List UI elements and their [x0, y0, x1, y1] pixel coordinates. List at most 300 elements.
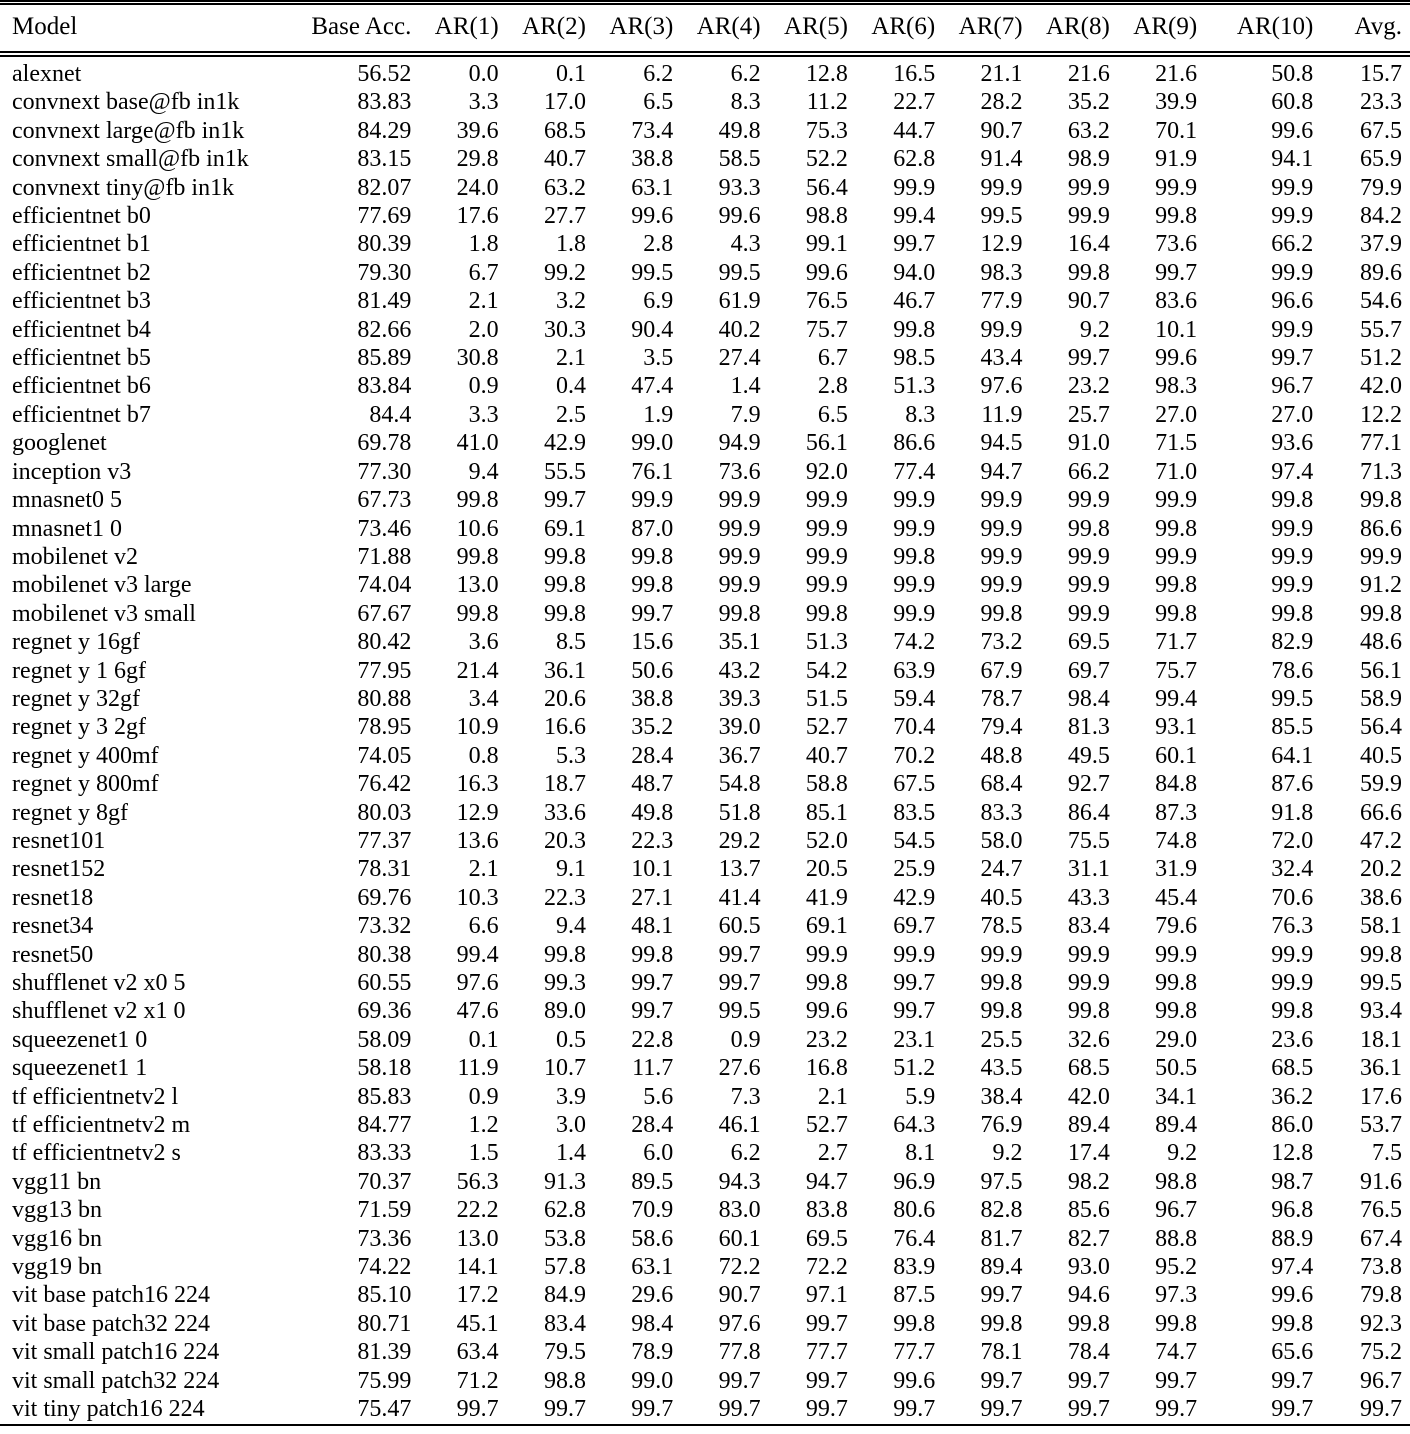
value-cell: 52.7 — [805, 714, 848, 741]
value-cell: 98.8 — [805, 203, 848, 230]
value-cell: 3.2 — [555, 288, 586, 315]
value-cell: 5.3 — [555, 742, 586, 769]
value-cell: 99.9 — [1271, 970, 1314, 996]
value-cell: 99.8 — [1271, 600, 1314, 627]
value-cell: 99.9 — [1067, 487, 1110, 514]
value-cell: 99.9 — [805, 515, 848, 542]
value-cell: 11.9 — [457, 1055, 499, 1082]
value-cell: 99.7 — [1271, 345, 1314, 372]
value-cell: 20.3 — [543, 827, 586, 854]
value-cell: 22.3 — [631, 827, 674, 854]
value-cell: 99.8 — [543, 941, 586, 968]
value-cell: 99.9 — [1271, 174, 1314, 201]
value-cell: 99.7 — [1067, 1367, 1110, 1394]
value-cell: 99.9 — [805, 487, 848, 514]
value-cell: 99.8 — [718, 600, 761, 627]
value-cell: 24.0 — [456, 174, 499, 201]
value-cell: 77.37 — [357, 827, 412, 854]
model-name-cell: vgg16 bn — [12, 1225, 102, 1252]
value-cell: 91.4 — [980, 146, 1023, 173]
model-name-cell: squeezenet1 1 — [12, 1055, 148, 1082]
value-cell: 99.7 — [718, 1367, 761, 1394]
value-cell: 99.8 — [1360, 487, 1402, 514]
model-name-cell: convnext small@fb in1k — [12, 146, 249, 173]
value-cell: 74.05 — [357, 742, 412, 769]
value-cell: 35.1 — [718, 629, 761, 656]
value-cell: 43.2 — [718, 657, 761, 684]
value-cell: 94.3 — [718, 1168, 761, 1195]
value-cell: 84.2 — [1360, 203, 1402, 230]
value-cell: 99.0 — [631, 430, 674, 457]
value-cell: 91.8 — [1271, 799, 1314, 826]
value-cell: 97.6 — [718, 1310, 761, 1337]
value-cell: 65.9 — [1360, 146, 1402, 173]
column-header-avg: Avg. — [1321, 3, 1410, 55]
model-name-cell: regnet y 1 6gf — [12, 657, 146, 684]
value-cell: 99.9 — [1155, 487, 1198, 514]
value-cell: 99.7 — [980, 1367, 1023, 1394]
value-cell: 12.8 — [805, 61, 848, 87]
value-cell: 84.4 — [369, 401, 412, 428]
value-cell: 99.6 — [1271, 117, 1314, 144]
value-cell: 70.2 — [893, 742, 936, 769]
value-cell: 23.3 — [1360, 89, 1402, 116]
value-cell: 58.0 — [980, 827, 1023, 854]
value-cell: 17.4 — [1067, 1140, 1110, 1167]
table-row — [0, 145, 1410, 173]
model-name-cell: squeezenet1 0 — [12, 1026, 148, 1053]
value-cell: 99.9 — [893, 600, 936, 627]
value-cell: 70.4 — [893, 714, 936, 741]
value-cell: 2.5 — [555, 401, 586, 428]
value-cell: 70.1 — [1155, 117, 1198, 144]
value-cell: 36.1 — [543, 657, 586, 684]
value-cell: 99.8 — [980, 998, 1023, 1025]
value-cell: 0.9 — [468, 1083, 499, 1110]
value-cell: 38.8 — [631, 685, 674, 712]
value-cell: 99.9 — [1271, 941, 1314, 968]
value-cell: 63.1 — [631, 174, 674, 201]
value-cell: 56.1 — [1360, 657, 1402, 684]
value-cell: 6.5 — [817, 401, 848, 428]
value-cell: 77.30 — [357, 458, 412, 485]
value-cell: 71.3 — [1360, 458, 1402, 485]
value-cell: 83.4 — [1067, 913, 1110, 940]
value-cell: 75.99 — [357, 1367, 412, 1394]
value-cell: 27.7 — [543, 203, 586, 230]
value-cell: 94.0 — [893, 259, 936, 286]
value-cell: 90.4 — [631, 316, 674, 343]
value-cell: 98.5 — [893, 345, 936, 372]
value-cell: 9.4 — [555, 913, 586, 940]
value-cell: 94.7 — [805, 1168, 848, 1195]
value-cell: 23.2 — [1067, 373, 1110, 400]
value-cell: 76.5 — [1360, 1197, 1402, 1224]
value-cell: 56.1 — [805, 430, 848, 457]
value-cell: 99.8 — [893, 316, 936, 343]
value-cell: 99.7 — [1155, 1396, 1198, 1423]
value-cell: 79.6 — [1155, 913, 1198, 940]
value-cell: 77.4 — [893, 458, 936, 485]
value-cell: 15.7 — [1360, 61, 1402, 87]
value-cell: 56.4 — [805, 174, 848, 201]
value-cell: 71.59 — [357, 1197, 412, 1224]
value-cell: 13.0 — [456, 572, 499, 599]
value-cell: 85.83 — [357, 1083, 412, 1110]
value-cell: 69.1 — [543, 515, 586, 542]
table-row — [0, 713, 1410, 741]
value-cell: 76.1 — [631, 458, 674, 485]
value-cell: 99.9 — [718, 543, 761, 570]
value-cell: 83.6 — [1155, 288, 1198, 315]
value-cell: 72.2 — [718, 1254, 761, 1281]
model-name-cell: regnet y 8gf — [12, 799, 128, 826]
value-cell: 3.0 — [555, 1112, 586, 1139]
value-cell: 99.9 — [1271, 259, 1314, 286]
value-cell: 99.6 — [893, 1367, 936, 1394]
value-cell: 1.2 — [468, 1112, 499, 1139]
table-row — [0, 1281, 1410, 1309]
value-cell: 99.9 — [805, 572, 848, 599]
value-cell: 47.2 — [1360, 827, 1402, 854]
value-cell: 78.9 — [631, 1339, 674, 1366]
value-cell: 75.7 — [805, 316, 848, 343]
value-cell: 99.9 — [1067, 941, 1110, 968]
value-cell: 99.7 — [718, 941, 761, 968]
value-cell: 67.73 — [357, 487, 412, 514]
value-cell: 80.38 — [357, 941, 412, 968]
value-cell: 82.8 — [980, 1197, 1023, 1224]
value-cell: 56.52 — [357, 61, 412, 87]
value-cell: 83.5 — [893, 799, 936, 826]
value-cell: 70.37 — [357, 1168, 412, 1195]
value-cell: 3.3 — [468, 89, 499, 116]
value-cell: 53.7 — [1360, 1112, 1402, 1139]
table-row — [0, 1083, 1410, 1111]
value-cell: 80.42 — [357, 629, 412, 656]
value-cell: 69.7 — [893, 913, 936, 940]
value-cell: 89.5 — [631, 1168, 674, 1195]
value-cell: 99.7 — [805, 1310, 848, 1337]
value-cell: 99.8 — [1155, 600, 1198, 627]
value-cell: 99.7 — [631, 998, 674, 1025]
value-cell: 51.2 — [1360, 345, 1402, 372]
value-cell: 77.7 — [805, 1339, 848, 1366]
value-cell: 99.6 — [1155, 345, 1198, 372]
value-cell: 99.1 — [805, 231, 848, 258]
value-cell: 12.2 — [1360, 401, 1402, 428]
column-header-ar-9: AR(9) — [1118, 3, 1205, 55]
value-cell: 42.0 — [1360, 373, 1402, 400]
value-cell: 7.3 — [730, 1083, 761, 1110]
value-cell: 11.2 — [806, 89, 848, 116]
value-cell: 99.7 — [1067, 345, 1110, 372]
model-name-cell: regnet y 800mf — [12, 771, 159, 798]
value-cell: 98.3 — [1155, 373, 1198, 400]
value-cell: 68.5 — [543, 117, 586, 144]
value-cell: 22.2 — [456, 1197, 499, 1224]
value-cell: 0.1 — [468, 1026, 499, 1053]
table-row — [0, 1026, 1410, 1054]
value-cell: 99.9 — [980, 316, 1023, 343]
model-name-cell: regnet y 3 2gf — [12, 714, 146, 741]
value-cell: 16.3 — [456, 771, 499, 798]
value-cell: 99.7 — [893, 970, 936, 996]
value-cell: 99.8 — [1155, 203, 1198, 230]
value-cell: 21.1 — [980, 61, 1023, 87]
value-cell: 73.32 — [357, 913, 412, 940]
value-cell: 78.5 — [980, 913, 1023, 940]
value-cell: 41.9 — [805, 884, 848, 911]
value-cell: 66.6 — [1360, 799, 1402, 826]
table-row — [0, 1395, 1410, 1424]
value-cell: 99.7 — [718, 970, 761, 996]
value-cell: 47.6 — [456, 998, 499, 1025]
value-cell: 78.7 — [980, 685, 1023, 712]
value-cell: 83.9 — [893, 1254, 936, 1281]
value-cell: 67.4 — [1360, 1225, 1402, 1252]
value-cell: 40.5 — [980, 884, 1023, 911]
value-cell: 77.1 — [1360, 430, 1402, 457]
table-row — [0, 685, 1410, 713]
value-cell: 90.7 — [980, 117, 1023, 144]
value-cell: 99.6 — [805, 998, 848, 1025]
model-name-cell: shufflenet v2 x1 0 — [12, 998, 186, 1025]
value-cell: 71.88 — [357, 543, 412, 570]
model-name-cell: resnet101 — [12, 827, 106, 854]
model-name-cell: efficientnet b6 — [12, 373, 151, 400]
value-cell: 78.6 — [1271, 657, 1314, 684]
value-cell: 22.3 — [543, 884, 586, 911]
value-cell: 67.67 — [357, 600, 412, 627]
value-cell: 99.7 — [543, 1396, 586, 1423]
value-cell: 79.30 — [357, 259, 412, 286]
value-cell: 23.2 — [805, 1026, 848, 1053]
value-cell: 40.7 — [805, 742, 848, 769]
table-row — [0, 486, 1410, 514]
value-cell: 81.3 — [1067, 714, 1110, 741]
value-cell: 45.1 — [456, 1310, 499, 1337]
value-cell: 83.33 — [357, 1140, 412, 1167]
value-cell: 99.5 — [980, 203, 1023, 230]
model-name-cell: efficientnet b7 — [12, 401, 151, 428]
value-cell: 27.1 — [631, 884, 674, 911]
value-cell: 83.4 — [543, 1310, 586, 1337]
value-cell: 97.6 — [456, 970, 499, 996]
value-cell: 43.4 — [980, 345, 1023, 372]
value-cell: 50.6 — [631, 657, 674, 684]
model-name-cell: efficientnet b0 — [12, 203, 151, 230]
value-cell: 54.8 — [718, 771, 761, 798]
model-name-cell: efficientnet b5 — [12, 345, 151, 372]
value-cell: 17.0 — [543, 89, 586, 116]
value-cell: 77.8 — [718, 1339, 761, 1366]
value-cell: 36.1 — [1360, 1055, 1402, 1082]
value-cell: 4.3 — [730, 231, 761, 258]
value-cell: 73.36 — [357, 1225, 412, 1252]
value-cell: 29.8 — [456, 146, 499, 173]
value-cell: 35.2 — [631, 714, 674, 741]
model-name-cell: mobilenet v3 large — [12, 572, 192, 599]
column-header-ar-1: AR(1) — [419, 3, 506, 55]
value-cell: 1.4 — [730, 373, 761, 400]
value-cell: 62.8 — [893, 146, 936, 173]
value-cell: 99.4 — [893, 203, 936, 230]
value-cell: 99.8 — [1067, 515, 1110, 542]
table-row — [0, 372, 1410, 400]
value-cell: 91.2 — [1360, 572, 1402, 599]
value-cell: 93.6 — [1271, 430, 1314, 457]
value-cell: 99.7 — [805, 1396, 848, 1423]
value-cell: 5.6 — [643, 1083, 674, 1110]
model-name-cell: regnet y 16gf — [12, 629, 140, 656]
table-row — [0, 316, 1410, 344]
value-cell: 60.8 — [1271, 89, 1314, 116]
table-row — [0, 657, 1410, 685]
value-cell: 21.6 — [1155, 61, 1198, 87]
value-cell: 96.9 — [893, 1168, 936, 1195]
value-cell: 81.39 — [357, 1339, 412, 1366]
value-cell: 78.4 — [1067, 1339, 1110, 1366]
value-cell: 6.5 — [643, 89, 674, 116]
value-cell: 85.6 — [1067, 1197, 1110, 1224]
value-cell: 64.3 — [893, 1112, 936, 1139]
value-cell: 76.9 — [980, 1112, 1023, 1139]
value-cell: 99.4 — [456, 941, 499, 968]
value-cell: 42.9 — [543, 430, 586, 457]
value-cell: 37.9 — [1360, 231, 1402, 258]
value-cell: 52.2 — [805, 146, 848, 173]
value-cell: 6.2 — [730, 1140, 761, 1167]
value-cell: 69.7 — [1067, 657, 1110, 684]
column-header-ar-6: AR(6) — [856, 3, 943, 55]
value-cell: 48.6 — [1360, 629, 1402, 656]
value-cell: 99.8 — [980, 1310, 1023, 1337]
value-cell: 43.5 — [980, 1055, 1023, 1082]
value-cell: 17.6 — [456, 203, 499, 230]
value-cell: 97.5 — [980, 1168, 1023, 1195]
value-cell: 70.9 — [631, 1197, 674, 1224]
table-row — [0, 827, 1410, 855]
value-cell: 49.8 — [631, 799, 674, 826]
table-row — [0, 1054, 1410, 1082]
value-cell: 68.4 — [980, 771, 1023, 798]
value-cell: 98.4 — [631, 1310, 674, 1337]
value-cell: 85.10 — [357, 1282, 412, 1309]
value-cell: 0.8 — [468, 742, 499, 769]
value-cell: 18.7 — [543, 771, 586, 798]
value-cell: 83.15 — [357, 146, 412, 173]
value-cell: 94.7 — [980, 458, 1023, 485]
value-cell: 63.9 — [893, 657, 936, 684]
value-cell: 49.8 — [718, 117, 761, 144]
value-cell: 82.9 — [1271, 629, 1314, 656]
value-cell: 83.0 — [718, 1197, 761, 1224]
value-cell: 99.7 — [718, 1396, 761, 1423]
value-cell: 99.7 — [893, 1396, 936, 1423]
value-cell: 99.9 — [1155, 174, 1198, 201]
value-cell: 63.1 — [631, 1254, 674, 1281]
model-name-cell: resnet18 — [12, 884, 94, 911]
value-cell: 79.5 — [543, 1339, 586, 1366]
value-cell: 99.8 — [1271, 998, 1314, 1025]
value-cell: 74.04 — [357, 572, 412, 599]
value-cell: 11.7 — [632, 1055, 674, 1082]
value-cell: 93.0 — [1067, 1254, 1110, 1281]
value-cell: 74.2 — [893, 629, 936, 656]
value-cell: 80.39 — [357, 231, 412, 258]
value-cell: 24.7 — [980, 856, 1023, 883]
value-cell: 36.7 — [718, 742, 761, 769]
column-header-model: Model — [0, 3, 286, 55]
value-cell: 97.6 — [980, 373, 1023, 400]
value-cell: 99.9 — [718, 515, 761, 542]
value-cell: 3.4 — [468, 685, 499, 712]
value-cell: 27.4 — [718, 345, 761, 372]
value-cell: 43.3 — [1067, 884, 1110, 911]
value-cell: 54.5 — [893, 827, 936, 854]
value-cell: 85.5 — [1271, 714, 1314, 741]
value-cell: 55.7 — [1360, 316, 1402, 343]
value-cell: 0.1 — [555, 61, 586, 87]
value-cell: 69.5 — [805, 1225, 848, 1252]
table-row — [0, 515, 1410, 543]
value-cell: 99.9 — [1271, 316, 1314, 343]
value-cell: 56.3 — [456, 1168, 499, 1195]
value-cell: 10.1 — [1155, 316, 1198, 343]
column-header-ar-2: AR(2) — [507, 3, 594, 55]
value-cell: 87.0 — [631, 515, 674, 542]
value-cell: 0.4 — [555, 373, 586, 400]
value-cell: 28.4 — [631, 742, 674, 769]
value-cell: 91.3 — [543, 1168, 586, 1195]
value-cell: 78.1 — [980, 1339, 1023, 1366]
value-cell: 2.1 — [817, 1083, 848, 1110]
value-cell: 69.36 — [357, 998, 412, 1025]
value-cell: 99.6 — [718, 203, 761, 230]
value-cell: 10.3 — [456, 884, 499, 911]
column-header-ar-10: AR(10) — [1205, 3, 1321, 55]
value-cell: 99.6 — [805, 259, 848, 286]
value-cell: 58.9 — [1360, 685, 1402, 712]
value-cell: 69.76 — [357, 884, 412, 911]
value-cell: 6.0 — [643, 1140, 674, 1167]
value-cell: 98.8 — [543, 1367, 586, 1394]
table-row — [0, 1338, 1410, 1366]
value-cell: 93.4 — [1360, 998, 1402, 1025]
value-cell: 84.8 — [1155, 771, 1198, 798]
table-row — [0, 571, 1410, 599]
table-row — [0, 401, 1410, 429]
value-cell: 39.0 — [718, 714, 761, 741]
value-cell: 84.77 — [357, 1112, 412, 1139]
value-cell: 83.8 — [805, 1197, 848, 1224]
value-cell: 89.4 — [980, 1254, 1023, 1281]
value-cell: 12.9 — [456, 799, 499, 826]
table-row — [0, 600, 1410, 628]
value-cell: 90.7 — [1067, 288, 1110, 315]
value-cell: 51.5 — [805, 685, 848, 712]
value-cell: 77.95 — [357, 657, 412, 684]
value-cell: 12.9 — [980, 231, 1023, 258]
value-cell: 71.2 — [456, 1367, 499, 1394]
model-name-cell: resnet34 — [12, 913, 94, 940]
value-cell: 44.7 — [893, 117, 936, 144]
value-cell: 84.9 — [543, 1282, 586, 1309]
value-cell: 99.5 — [1271, 685, 1314, 712]
value-cell: 99.7 — [1067, 1396, 1110, 1423]
value-cell: 75.3 — [805, 117, 848, 144]
